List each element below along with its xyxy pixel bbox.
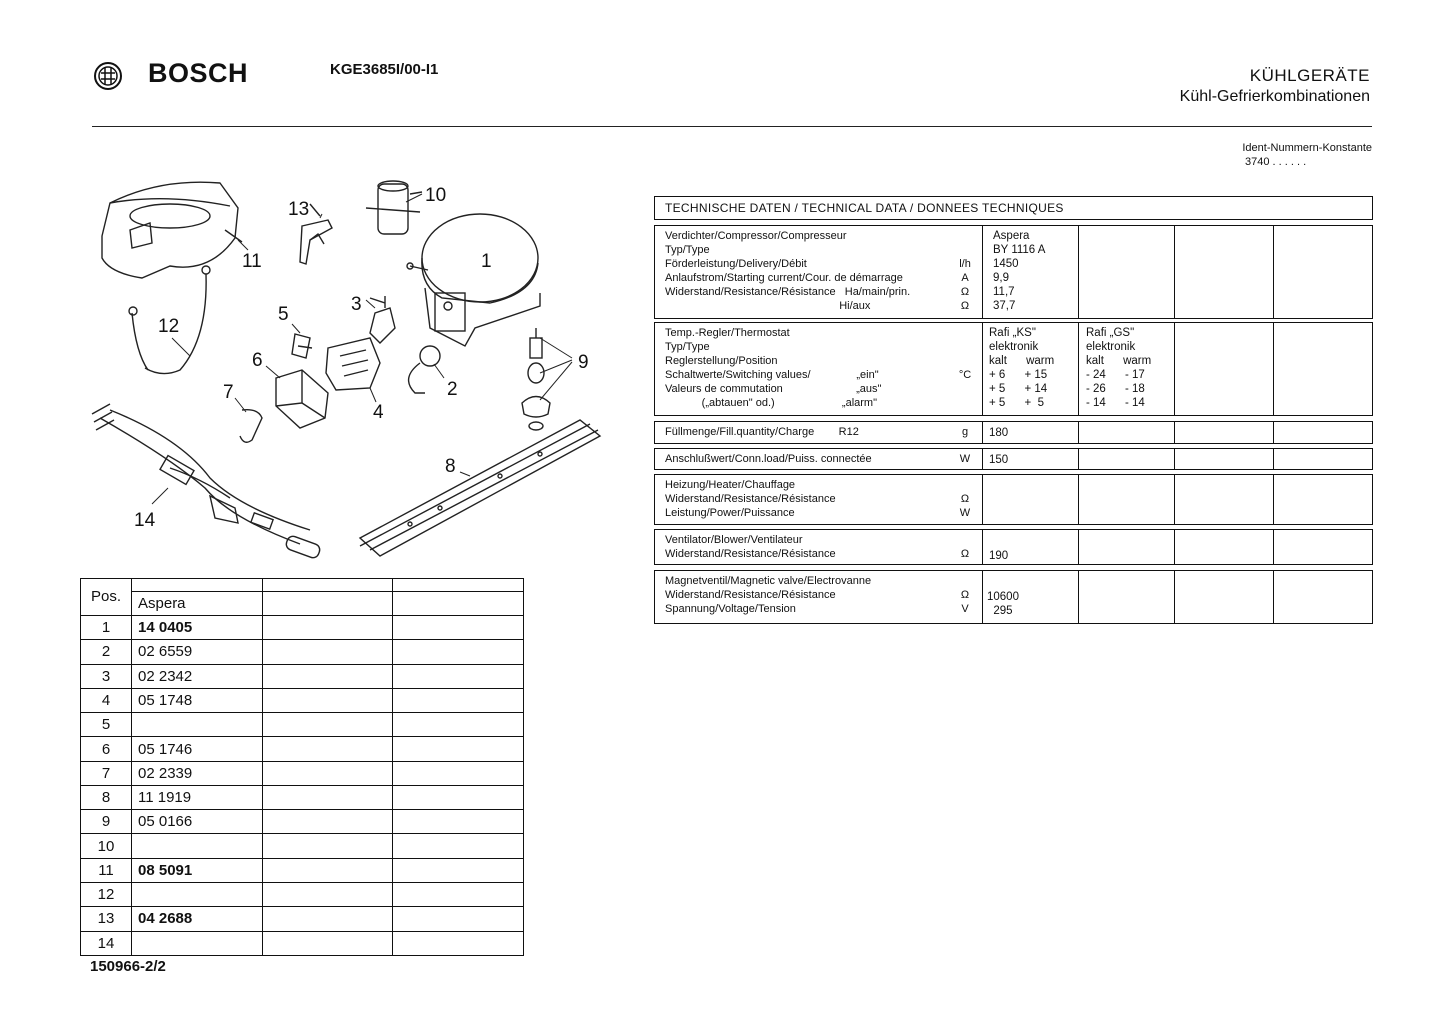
part-label-4: 4 (373, 402, 384, 423)
parts-row (81, 761, 524, 785)
pos-header: Pos. (81, 579, 132, 616)
header-divider (92, 126, 1372, 127)
parts-row (81, 615, 524, 639)
parts-pos: 6 (81, 737, 132, 761)
exploded-parts-drawing (70, 178, 640, 578)
parts-pos: 3 (81, 664, 132, 688)
parts-row (81, 834, 524, 858)
parts-row (81, 858, 524, 882)
part-label-13: 13 (288, 199, 310, 220)
section-heater (654, 474, 1373, 525)
parts-number: 02 2339 (132, 761, 263, 785)
parts-pos: 4 (81, 688, 132, 712)
part-label-6: 6 (252, 350, 263, 371)
thermostat-gs-values: Rafi „GS" elektronik kalt warm - 24 - 17 - 26 - 18 - 14 - 14 (1086, 327, 1152, 409)
parts-number: 05 1748 (132, 688, 263, 712)
blower-values: 190 (989, 550, 1009, 562)
parts-row (81, 737, 524, 761)
document-number: 150966-2/2 (90, 958, 166, 975)
technical-data-title: TECHNISCHE DATEN / TECHNICAL DATA / DONNEES TECHNIQUES (654, 196, 1373, 220)
conn-unit: W (959, 453, 971, 465)
category-subtitle: Kühl-Gefrierkombinationen (1179, 88, 1370, 105)
section-thermostat (654, 322, 1373, 416)
part-label-5: 5 (278, 304, 289, 325)
parts-pos: 1 (81, 615, 132, 639)
parts-table (80, 578, 524, 956)
conn-label: Anschlußwert/Conn.load/Puiss. connectée (665, 453, 872, 465)
parts-number (132, 713, 263, 737)
supplier-header: Aspera (132, 591, 263, 615)
bosch-logo-icon (92, 60, 124, 92)
parts-row (81, 907, 524, 931)
section-valve (654, 570, 1373, 624)
part-label-11: 11 (242, 251, 262, 272)
model-number: KGE3685I/00-I1 (330, 61, 439, 78)
parts-row (81, 931, 524, 955)
parts-number: 11 1919 (132, 785, 263, 809)
blower-units: Ω (960, 548, 970, 560)
fill-value: 180 (989, 427, 1009, 439)
parts-number: 02 2342 (132, 664, 263, 688)
parts-pos: 13 (81, 907, 132, 931)
section-connection (654, 448, 1373, 470)
heater-labels: Heizung/Heater/Chauffage Widerstand/Resistance/Résistance Leistung/Power/Puissance (665, 479, 836, 519)
section-compressor (654, 225, 1373, 319)
parts-row (81, 688, 524, 712)
thermostat-ks-values: Rafi „KS" elektronik kalt warm + 6 + 15 + 5 + 14 + 5 + 5 (989, 327, 1055, 409)
section-blower (654, 529, 1373, 565)
parts-row (81, 883, 524, 907)
parts-number: 04 2688 (132, 907, 263, 931)
brand-name: BOSCH (148, 58, 249, 88)
parts-pos: 8 (81, 785, 132, 809)
parts-pos: 10 (81, 834, 132, 858)
parts-number (132, 834, 263, 858)
thermostat-labels: Temp.-Regler/Thermostat Typ/Type Reglerstellung/Position Schaltwerte/Switching values/ „ein" Valeurs de commutation „aus" („abtauen" od.) „alarm" (665, 327, 882, 409)
compressor-values: Aspera BY 1116 A 1450 9,9 11,7 37,7 (993, 230, 1046, 312)
thermostat-unit: °C (958, 369, 972, 381)
parts-row (81, 810, 524, 834)
valve-values: 10600 295 (987, 591, 1019, 617)
valve-units: Ω V (960, 589, 970, 615)
part-label-2: 2 (447, 379, 458, 400)
part-label-8: 8 (445, 456, 456, 477)
parts-number (132, 883, 263, 907)
parts-pos: 9 (81, 810, 132, 834)
fill-unit: g (961, 426, 969, 438)
parts-row (81, 785, 524, 809)
part-label-10: 10 (425, 185, 447, 206)
parts-header-row (81, 579, 524, 592)
compressor-units: l/h A Ω Ω (959, 258, 971, 312)
parts-pos: 7 (81, 761, 132, 785)
parts-number: 14 0405 (132, 615, 263, 639)
heater-units: Ω W (959, 493, 971, 519)
part-label-14: 14 (134, 510, 156, 531)
parts-number: 05 0166 (132, 810, 263, 834)
parts-supplier-row (81, 591, 524, 615)
compressor-labels: Verdichter/Compressor/Compresseur Typ/Type Förderleistung/Delivery/Débit Anlaufstrom/Starting current/Cour. de démarrage Widerstand/Resistance/Résistance Ha/main/prin. Hi/aux (665, 230, 911, 312)
parts-number: 05 1746 (132, 737, 263, 761)
parts-pos: 5 (81, 713, 132, 737)
parts-pos: 14 (81, 931, 132, 955)
section-fill (654, 421, 1373, 444)
ident-label: Ident-Nummern-Konstante (1242, 142, 1372, 154)
ident-block (1242, 141, 1372, 169)
valve-labels: Magnetventil/Magnetic valve/Electrovanne Widerstand/Resistance/Résistance Spannung/Voltage/Tension (665, 575, 872, 615)
part-label-7: 7 (223, 382, 234, 403)
part-label-12: 12 (158, 316, 180, 337)
part-label-9: 9 (578, 352, 589, 373)
parts-row (81, 713, 524, 737)
conn-value: 150 (989, 454, 1009, 466)
parts-number: 02 6559 (132, 640, 263, 664)
parts-pos: 11 (81, 858, 132, 882)
blower-labels: Ventilator/Blower/Ventilateur Widerstand/Resistance/Résistance (665, 534, 836, 560)
parts-number: 08 5091 (132, 858, 263, 882)
parts-pos: 2 (81, 640, 132, 664)
fill-label: Füllmenge/Fill.quantity/Charge R12 (665, 426, 859, 438)
part-label-3: 3 (351, 294, 362, 315)
ident-value: 3740 . . . . . . (1245, 156, 1307, 168)
parts-row (81, 640, 524, 664)
parts-number (132, 931, 263, 955)
category-title: KÜHLGERÄTE (1249, 66, 1370, 85)
parts-row (81, 664, 524, 688)
parts-pos: 12 (81, 883, 132, 907)
part-label-1: 1 (481, 251, 492, 272)
